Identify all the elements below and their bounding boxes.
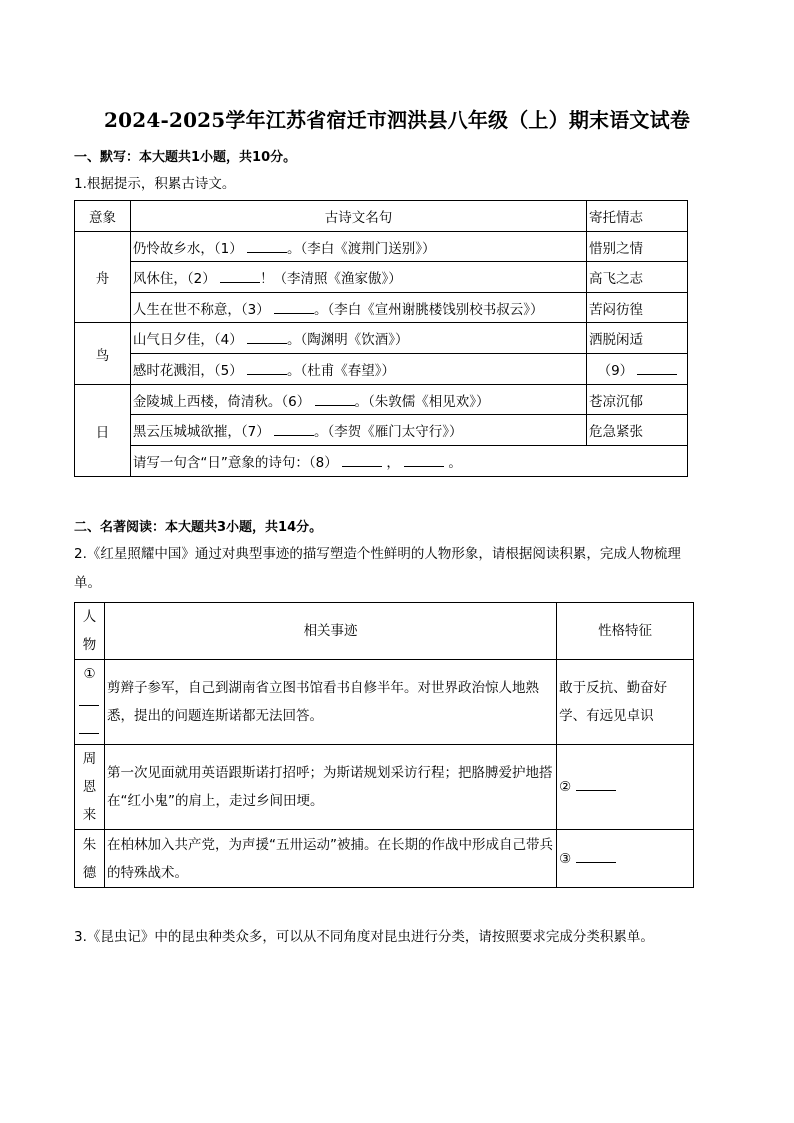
answer-blank[interactable] bbox=[274, 424, 314, 436]
answer-blank[interactable] bbox=[247, 363, 287, 375]
header-lines: 古诗文名句 bbox=[130, 201, 586, 232]
poetry-table bbox=[74, 200, 688, 477]
answer-blank[interactable] bbox=[637, 363, 677, 375]
answer-blank[interactable] bbox=[247, 241, 287, 253]
answer-blank[interactable] bbox=[220, 271, 260, 283]
header-trait: 性格特征 bbox=[557, 603, 694, 660]
poem-line: 感时花溅泪，（5） 。（杜甫《春望》） bbox=[130, 354, 586, 385]
q1-prompt: 1.根据提示，积累古诗文。 bbox=[74, 176, 236, 192]
deeds-cell: 第一次见面就用英语跟斯诺打招呼；为斯诺规划采访行程；把胳膊爱护地搭在“红小鬼”的肩上，走过乡间田埂。 bbox=[104, 745, 556, 830]
emotion-cell: 苍凉沉郁 bbox=[587, 385, 688, 415]
person-cell: ① bbox=[75, 660, 105, 745]
poem-line: 风休住，（2） ！（李清照《渔家傲》） bbox=[130, 262, 586, 293]
emotion-cell: 危急紧张 bbox=[587, 415, 688, 446]
answer-blank[interactable] bbox=[342, 455, 382, 467]
poem-line: 金陵城上西楼，倚清秋。（6） 。（朱敦儒《相见欢》） bbox=[130, 385, 586, 415]
emotion-cell: 苦闷彷徨 bbox=[587, 293, 688, 323]
header-emotion: 寄托情志 bbox=[587, 201, 688, 232]
poem-line: 黑云压城城欲摧，（7） 。（李贺《雁门太守行》） bbox=[130, 415, 586, 446]
deeds-cell: 在柏林加入共产党，为声援“五卅运动”被捕。在长期的作战中形成自己带兵的特殊战术。 bbox=[104, 830, 556, 888]
image-cell: 舟 bbox=[75, 232, 131, 323]
emotion-cell: 高飞之志 bbox=[587, 262, 688, 293]
answer-blank[interactable] bbox=[576, 851, 616, 863]
section2-heading: 二、名著阅读：本大题共3小题，共14分。 bbox=[74, 520, 323, 535]
answer-blank[interactable] bbox=[576, 779, 616, 791]
image-cell: 日 bbox=[75, 385, 131, 477]
exam-title: 2024-2025学年江苏省宿迁市泗洪县八年级（上）期末语文试卷 bbox=[103, 108, 691, 132]
poem-line: 人生在世不称意，（3） 。（李白《宣州谢朓楼饯别校书叔云》） bbox=[130, 293, 586, 323]
person-cell: 周 恩 来 bbox=[75, 745, 105, 830]
trait-cell: ② bbox=[557, 745, 694, 830]
section1-heading: 一、默写：本大题共1小题，共10分。 bbox=[74, 150, 297, 165]
answer-blank[interactable] bbox=[247, 332, 287, 344]
answer-blank[interactable] bbox=[404, 455, 444, 467]
answer-blank[interactable] bbox=[274, 302, 314, 314]
header-person: 人 物 bbox=[75, 603, 105, 660]
person-cell: 朱 德 bbox=[75, 830, 105, 888]
poem-line: 仍怜故乡水，（1） 。（李白《渡荆门送别》） bbox=[130, 232, 586, 262]
header-image: 意象 bbox=[75, 201, 131, 232]
emotion-cell: （9） bbox=[587, 354, 688, 385]
image-cell: 鸟 bbox=[75, 323, 131, 385]
trait-cell: ③ bbox=[557, 830, 694, 888]
poem-line: 山气日夕佳，（4） 。（陶渊明《饮酒》） bbox=[130, 323, 586, 354]
header-deeds: 相关事迹 bbox=[104, 603, 556, 660]
emotion-cell: 洒脱闲适 bbox=[587, 323, 688, 354]
answer-blank[interactable] bbox=[315, 394, 355, 406]
answer-blank[interactable] bbox=[79, 694, 99, 706]
trait-cell: 敢于反抗、勤奋好学、有远见卓识 bbox=[557, 660, 694, 745]
q2-prompt: 2.《红星照耀中国》通过对典型事迹的描写塑造个性鲜明的人物形象，请根据阅读积累，完成人物梳理 单。 bbox=[74, 546, 681, 591]
answer-blank[interactable] bbox=[79, 722, 99, 734]
characters-table bbox=[74, 602, 694, 888]
emotion-cell: 惜别之情 bbox=[587, 232, 688, 262]
poem-line: 请写一句含“日”意象的诗句：（8） ， 。 bbox=[130, 446, 687, 477]
deeds-cell: 剪辫子参军，自己到湖南省立图书馆看书自修半年。对世界政治惊人地熟悉，提出的问题连斯诺都无法回答。 bbox=[104, 660, 556, 745]
q3-prompt: 3.《昆虫记》中的昆虫种类众多，可以从不同角度对昆虫进行分类，请按照要求完成分类积累单。 bbox=[74, 929, 654, 945]
